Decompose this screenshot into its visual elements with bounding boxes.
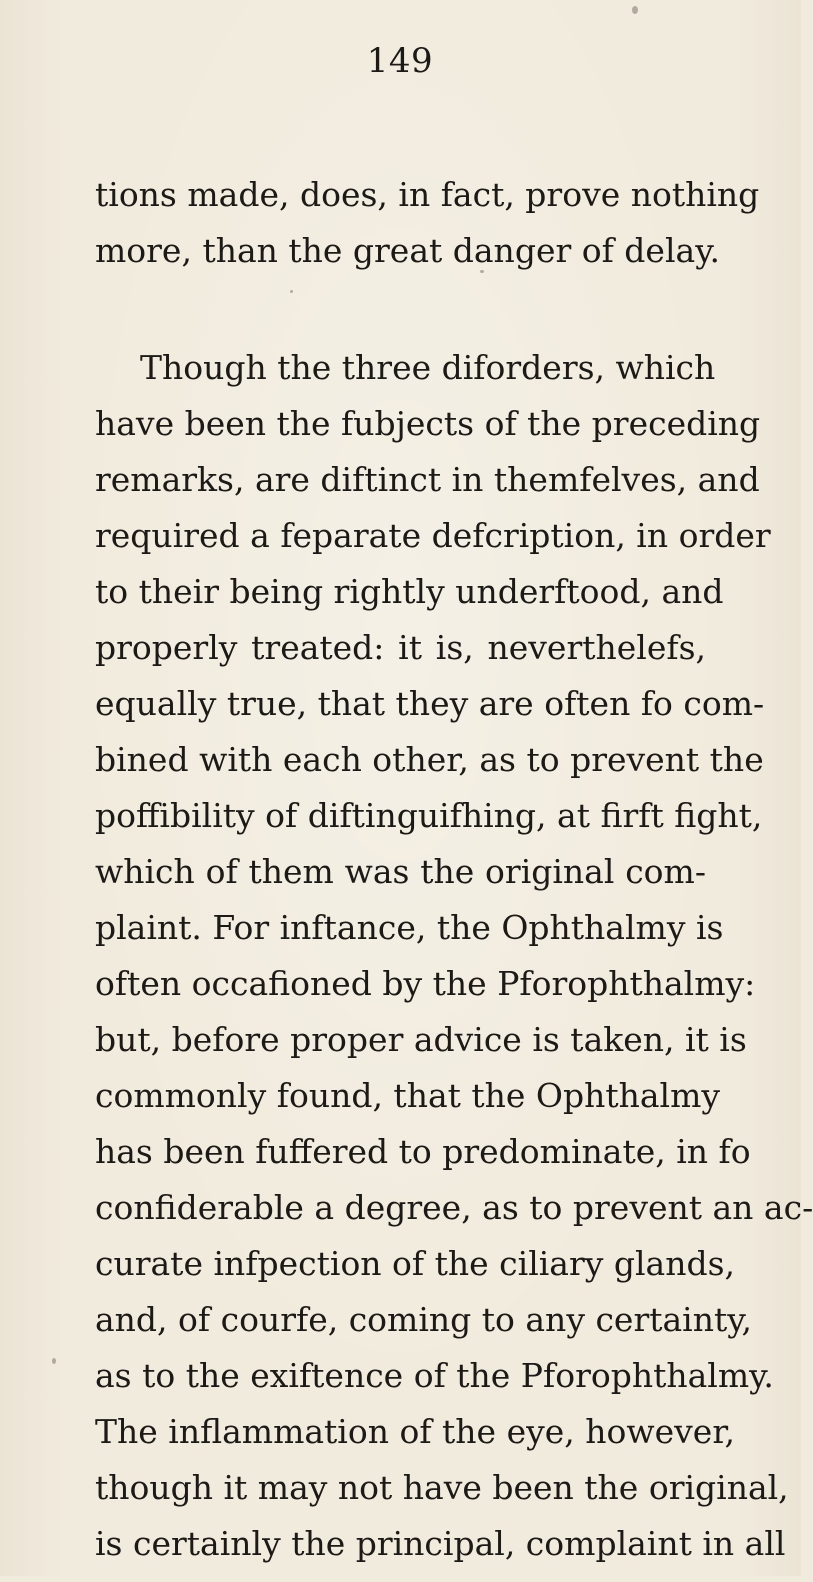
paper-speck (480, 270, 484, 273)
text-line: often occafioned by the Pforophthalmy: (95, 964, 756, 1003)
text-line: but, before proper advice is taken, it is (95, 1020, 747, 1059)
page-number: 149 (366, 41, 434, 81)
text-line: commonly found, that the Ophthalmy (95, 1076, 721, 1115)
text-line: which of them was the original com- (95, 852, 706, 891)
text-line: have been the fubjects of the preceding (95, 404, 761, 443)
text-line: The inflammation of the eye, however, (95, 1412, 735, 1451)
text-line: to their being rightly underftood, and (95, 572, 724, 611)
text-line: poffibility of diftinguifhing, at firft fight, (95, 796, 763, 835)
text-line: more, than the great danger of delay. (95, 231, 720, 270)
text-line: though it may not have been the original, (95, 1468, 789, 1507)
text-line: equally true, that they are often fo com- (95, 684, 765, 723)
text-line: as to the exiftence of the Pforophthalmy. (95, 1356, 774, 1395)
paper-speck (632, 6, 638, 14)
text-line: Though the three diforders, which (140, 348, 716, 387)
text-line: plaint. For inftance, the Ophthalmy is (95, 908, 724, 947)
text-line: bined with each other, as to prevent the (95, 740, 764, 779)
text-line: remarks, are diftinct in themfelves, and (95, 460, 760, 499)
paper-speck (52, 1358, 56, 1364)
text-line: has been fuffered to predominate, in fo (95, 1132, 751, 1171)
text-line: required a feparate defcription, in order (95, 516, 771, 555)
paper-speck (290, 290, 293, 293)
text-line: tions made, does, in fact, prove nothing (95, 175, 760, 214)
text-line: confiderable a degree, as to prevent an ac- (95, 1188, 813, 1227)
text-line: is certainly the principal, complaint in all (95, 1524, 786, 1563)
text-line: properly treated: it is, neverthelefs, (95, 628, 706, 667)
text-line: and, of courfe, coming to any certainty, (95, 1300, 752, 1339)
text-line: curate infpection of the ciliary glands, (95, 1244, 736, 1283)
